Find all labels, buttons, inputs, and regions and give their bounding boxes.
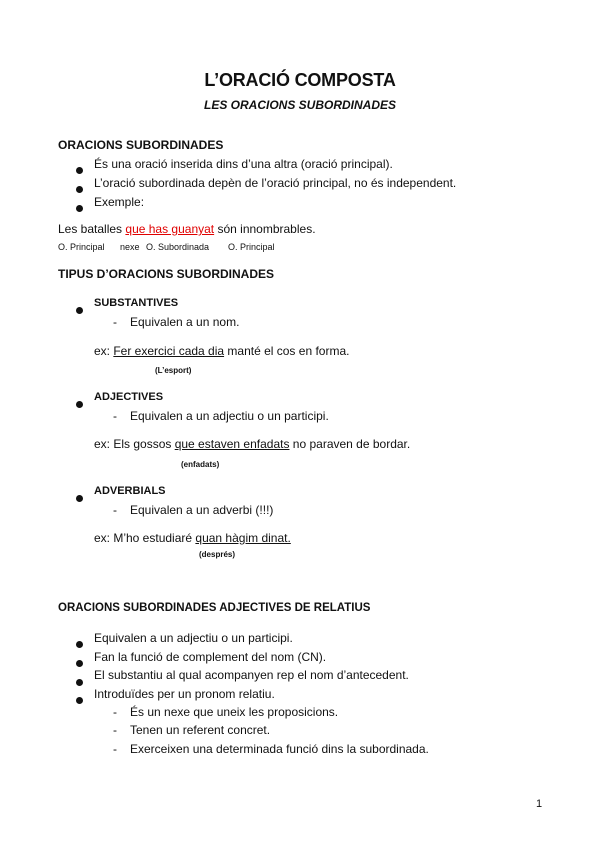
bullet-dot-icon: [76, 301, 83, 319]
type-definition: Equivalen a un adverbi (!!!): [130, 503, 274, 517]
label-subordinada: O. Subordinada: [146, 242, 210, 252]
dash: -: [113, 742, 117, 756]
bullet-dot-icon: [76, 395, 83, 413]
bullet-dot-icon: [76, 161, 83, 179]
bullet-dot-icon: [76, 199, 83, 217]
dash: -: [113, 503, 117, 517]
bullet-dot-icon: [76, 489, 83, 507]
sub-list-item: Tenen un referent concret.: [130, 723, 271, 737]
type-example: [94, 531, 291, 545]
sub-list-item: Exerceixen una determinada funció dins la subordinada.: [130, 742, 429, 756]
example-rest: no paraven de bordar.: [289, 437, 411, 451]
list-item: El substantiu al qual acompanyen rep el nom d’antecedent.: [94, 668, 409, 682]
list-item: L’oració subordinada depèn de l’oració principal, no és independent.: [94, 176, 457, 190]
example-underlined: que estaven enfadats: [174, 437, 290, 451]
dash: -: [113, 723, 117, 737]
list-item: Equivalen a un adjectiu o un participi.: [94, 631, 293, 645]
example-prefix: ex: Els gossos: [94, 437, 175, 451]
label-principal-2: O. Principal: [228, 242, 275, 252]
bullet-dot-icon: [76, 635, 83, 653]
list-item: Introduïdes per un pronom relatiu.: [94, 687, 275, 701]
dash: -: [113, 705, 117, 719]
example-prefix: ex: M’ho estudiaré: [94, 531, 196, 545]
bullet-dot-icon: [76, 691, 83, 709]
type-name-adjectives: ADJECTIVES: [94, 391, 164, 403]
example-underlined: Fer exercici cada dia: [113, 344, 225, 358]
section-heading-subordinades: ORACIONS SUBORDINADES: [58, 138, 224, 152]
example-underlined: quan hàgim dinat.: [195, 531, 291, 545]
list-item: És una oració inserida dins d’una altra (oració principal).: [94, 157, 393, 171]
label-principal-1: O. Principal: [58, 242, 105, 252]
example-highlight: que has guanyat: [125, 222, 215, 236]
list-item: Exemple:: [94, 195, 145, 209]
bullet-dot-icon: [76, 654, 83, 672]
label-nexe: nexe: [120, 242, 140, 252]
dash: -: [113, 409, 117, 423]
example-after: són innombrables.: [214, 222, 316, 236]
example-note: (després): [199, 550, 236, 559]
type-definition: Equivalen a un adjectiu o un participi.: [130, 409, 329, 423]
example-sentence: [58, 222, 316, 236]
section-heading-tipus: TIPUS D’ORACIONS SUBORDINADES: [58, 267, 275, 281]
type-example: [94, 437, 410, 451]
type-name-adverbials: ADVERBIALS: [94, 485, 166, 497]
list-item: Fan la funció de complement del nom (CN).: [94, 650, 327, 664]
bullet-dot-icon: [76, 180, 83, 198]
sub-list-item: És un nexe que uneix les proposicions.: [130, 705, 339, 719]
page-number: 1: [536, 798, 543, 810]
type-example: [94, 344, 349, 358]
type-definition: Equivalen a un nom.: [130, 315, 240, 329]
example-prefix: ex:: [94, 344, 114, 358]
example-note: (L’esport): [155, 366, 192, 375]
type-name-substantives: SUBSTANTIVES: [94, 297, 179, 309]
document-title: L’ORACIÓ COMPOSTA: [204, 70, 396, 90]
bullet-dot-icon: [76, 673, 83, 691]
example-before: Les batalles: [58, 222, 126, 236]
document-subtitle: LES ORACIONS SUBORDINADES: [203, 98, 397, 112]
dash: -: [113, 315, 117, 329]
example-note: (enfadats): [181, 460, 220, 469]
example-rest: manté el cos en forma.: [224, 344, 350, 358]
section-heading-relatius: ORACIONS SUBORDINADES ADJECTIVES DE RELATIUS: [58, 602, 371, 614]
